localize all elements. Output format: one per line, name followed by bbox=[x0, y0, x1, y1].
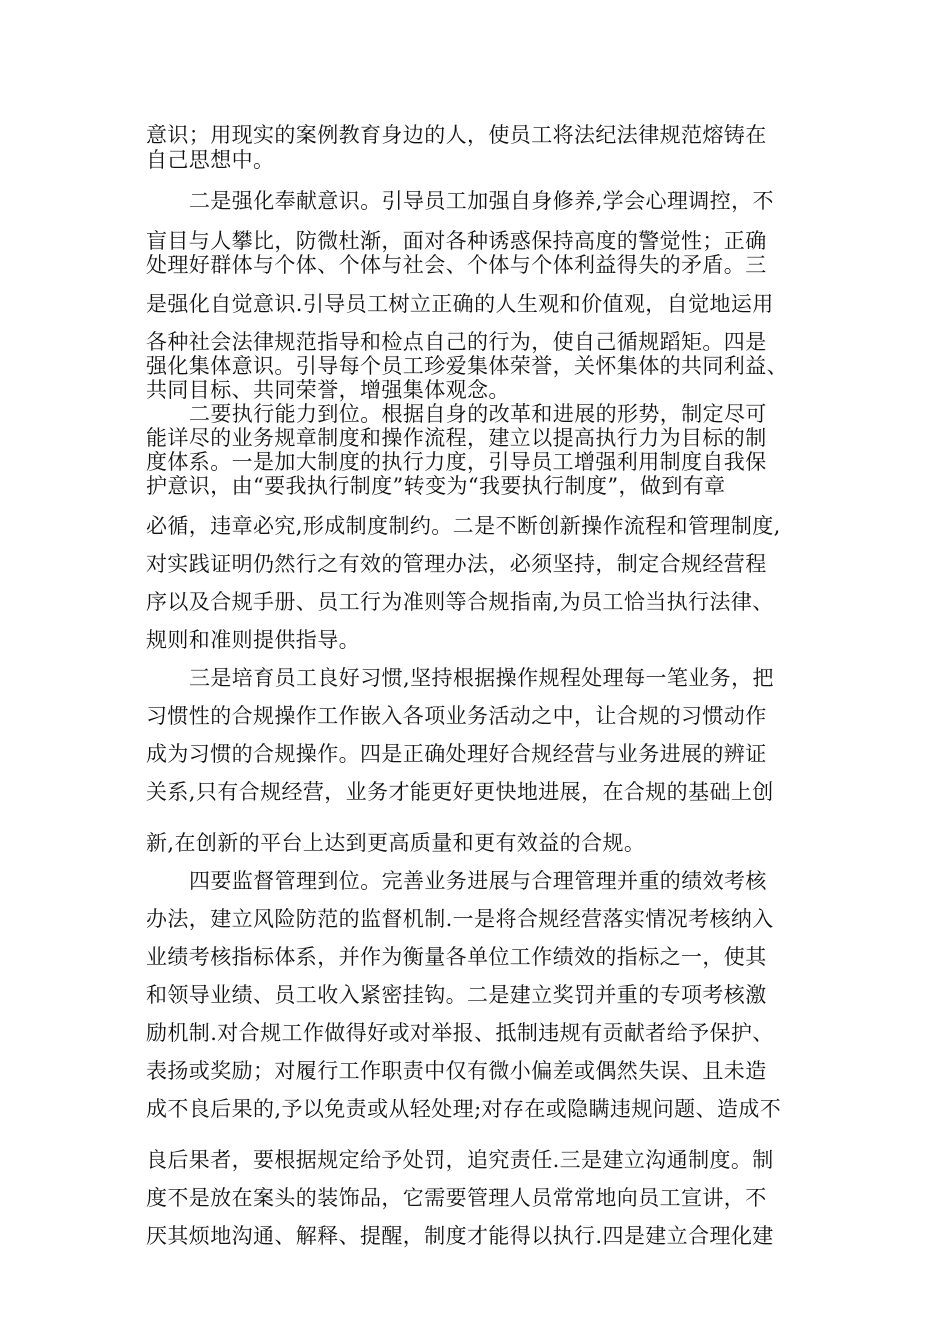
text-line: 能详尽的业务规章制度和操作流程，建立以提高执行力为目标的制 bbox=[146, 426, 767, 450]
text-line: 各种社会法律规范指导和检点自己的行为，使自己循规蹈矩。四是 bbox=[146, 330, 767, 354]
text-line: 对实践证明仍然行之有效的管理办法，必须坚持，制定合规经营程 bbox=[146, 552, 767, 576]
text-line: 习惯性的合规操作工作嵌入各项业务活动之中，让合规的习惯动作 bbox=[146, 704, 767, 728]
text-line: 成不良后果的,予以免责或从轻处理;对存在或隐瞒违规问题、造成不 bbox=[146, 1097, 782, 1121]
text-line: 是强化自觉意识.引导员工树立正确的人生观和价值观，自觉地运用 bbox=[146, 292, 774, 316]
text-line: 自己思想中。 bbox=[146, 148, 275, 172]
text-line: 励机制.对合规工作做得好或对举报、抵制违规有贡献者给予保护、 bbox=[146, 1021, 774, 1045]
text-line: 盲目与人攀比，防微杜渐，面对各种诱惑保持高度的警觉性；正确 bbox=[146, 229, 767, 253]
text-line: 良后果者，要根据规定给予处罚，追究责任.三是建立沟通制度。制 bbox=[146, 1148, 774, 1172]
text-line: 厌其烦地沟通、解释、提醒，制度才能得以执行.四是建立合理化建 bbox=[146, 1224, 774, 1248]
text-line: 表扬或奖励；对履行工作职责中仅有微小偏差或偶然失误、且未造 bbox=[146, 1059, 767, 1083]
text-line: 意识；用现实的案例教育身边的人，使员工将法纪法律规范熔铸在 bbox=[146, 123, 767, 147]
text-line: 处理好群体与个体、个体与社会、个体与个体利益得失的矛盾。三 bbox=[146, 253, 767, 277]
text-line: 四要监督管理到位。完善业务进展与合理管理并重的绩效考核 bbox=[189, 869, 767, 893]
text-line: 序以及合规手册、员工行为准则等合规指南,为员工恰当执行法律、 bbox=[146, 590, 774, 614]
text-line: 办法，建立风险防范的监督机制.一是将合规经营落实情况考核纳入 bbox=[146, 907, 774, 931]
text-line: 和领导业绩、员工收入紧密挂钩。二是建立奖罚并重的专项考核激 bbox=[146, 983, 767, 1007]
text-line: 强化集体意识。引导每个员工珍爱集体荣誉，关怀集体的共同利益、 bbox=[146, 354, 788, 378]
text-line: 成为习惯的合规操作。四是正确处理好合规经营与业务进展的辨证 bbox=[146, 742, 767, 766]
text-line: 新,在创新的平台上达到更高质量和更有效益的合规。 bbox=[146, 831, 646, 855]
text-line: 二是强化奉献意识。引导员工加强自身修养,学会心理调控，不 bbox=[189, 189, 774, 213]
text-line: 关系,只有合规经营，业务才能更好更快地进展，在合规的基础上创 bbox=[146, 780, 774, 804]
text-line: 度不是放在案头的装饰品，它需要管理人员常常地向员工宣讲，不 bbox=[146, 1186, 767, 1210]
text-line: 护意识，由“要我执行制度”转变为“我要执行制度”，做到有章 bbox=[146, 474, 726, 498]
text-line: 二要执行能力到位。根据自身的改革和进展的形势，制定尽可 bbox=[189, 402, 767, 426]
text-line: 必循，违章必究,形成制度制约。二是不断创新操作流程和管理制度, bbox=[146, 514, 781, 538]
text-line: 业绩考核指标体系，并作为衡量各单位工作绩效的指标之一，使其 bbox=[146, 945, 767, 969]
text-line: 共同目标、共同荣誉，增强集体观念。 bbox=[146, 378, 510, 402]
text-line: 规则和准则提供指导。 bbox=[146, 628, 360, 652]
text-line: 三是培育员工良好习惯,坚持根据操作规程处理每一笔业务，把 bbox=[189, 666, 774, 690]
text-line: 度体系。一是加大制度的执行力度，引导员工增强利用制度自我保 bbox=[146, 450, 767, 474]
